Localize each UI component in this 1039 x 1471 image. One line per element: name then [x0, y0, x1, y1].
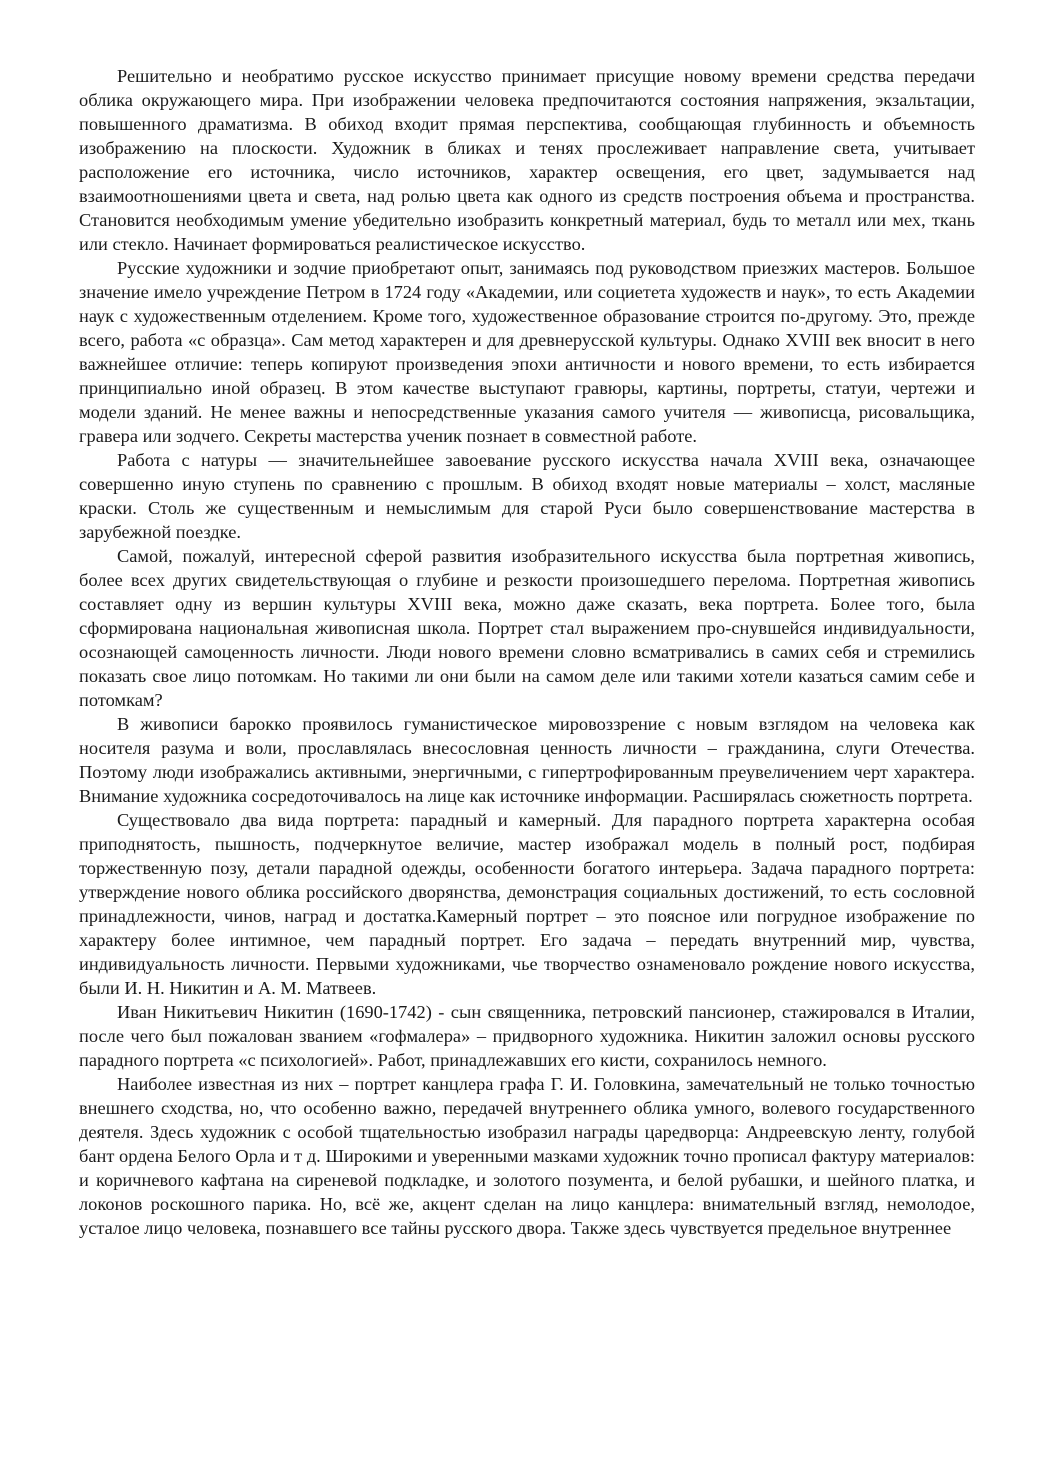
- paragraph-portrait-types: Существовало два вида портрета: парадный и камерный. Для парадного портрета характерна особая приподнятость, пышность, подчеркнутое величие, мастер изображал модель в полный рост, подбирая торжественную позу, детали парадной одежды, особенности богатого интерьера. Задача парадного портрета: утверждение нового облика российского дворянства, демонстрация социальных достижений, то есть сословной принадлежности, чинов, наград и достатка.Камерный портрет – это поясное или погрудное изображение по характеру более интимное, чем парадный портрет. Его задача – передать внутренний мир, чувства, индивидуальность личности. Первыми художниками, чье творчество ознаменовало рождение нового искусства, были И. Н. Никитин и А. М. Матвеев.: [79, 810, 975, 998]
- paragraph-from-nature: Работа с натуры — значительнейшее завоевание русского искусства начала XVIII века, означающее совершенно иную ступень по сравнению с прошлым. В обиход входят новые материалы – холст, масляные краски. Столь же существенным и немыслимым для старой Руси было совершенствование мастерства в зарубежной поездке.: [79, 450, 975, 542]
- paragraph-golovkin-portrait: Наиболее известная из них – портрет канцлера графа Г. И. Головкина, замечательный не только точностью внешнего сходства, но, что особенно важно, передачей внутреннего облика умного, волевого государственного деятеля. Здесь художник с особой тщательностью изобразил награды царедворца: Андреевскую ленту, голубой бант ордена Белого Орла и т д. Широкими и уверенными мазками художник точно прописал фактуру материалов: и коричневого кафтана на сиреневой подкладке, и золотого позумента, и белой рубашки, и шейного платка, и локонов роскошного парика. Но, всё же, акцент сделан на лицо канцлера: внимательный взгляд, немолодое, усталое лицо человека, познавшего все тайны русского двора. Также здесь чувствуется предельное внутреннее: [79, 1074, 975, 1238]
- paragraph-nikitin-bio: Иван Никитьевич Никитин (1690-1742) - сын священника, петровский пансионер, стажировался в Италии, после чего был пожалован званием «гофмалера» – придворного художника. Никитин заложил основы русского парадного портрета «с психологией». Работ, принадлежавших его кисти, сохранилось немного.: [79, 1002, 975, 1070]
- paragraph-portrait-painting: Самой, пожалуй, интересной сферой развития изобразительного искусства была портретная живопись, более всех других свидетельствующая о глубине и резкости произошедшего перелома. Портретная живопись составляет одну из вершин культуры XVIII века, можно даже сказать, века портрета. Более того, была сформирована национальная живописная школа. Портрет стал выражением про-снувшейся индивидуальности, осознающей самоценность личности. Люди нового времени словно всматривались в самих себя и стремились показать свое лицо потомкам. Но такими ли они были на самом деле или такими хотели казаться самим себе и потомкам?: [79, 546, 975, 710]
- document-page: [79, 64, 975, 1240]
- paragraph-baroque: В живописи барокко проявилось гуманистическое мировоззрение с новым взглядом на человека как носителя разума и воли, прославлялась внесословная ценность личности – гражданина, слуги Отечества. Поэтому люди изображались активными, энергичными, с гипертрофированным преувеличением черт характера. Внимание художника сосредоточивалось на лице как источнике информации. Расширялась сюжетность портрета.: [79, 714, 975, 806]
- paragraph-artists-education: Русские художники и зодчие приобретают опыт, занимаясь под руководством приезжих мастеров. Большое значение имело учреждение Петром в 1724 году «Академии, или социетета художеств и наук», то есть Академии наук с художественным отделением. Кроме того, художественное образование строится по-другому. Это, прежде всего, работа «с образца». Сам метод характерен и для древнерусской культуры. Однако XVIII век вносит в него важнейшее отличие: теперь копируют произведения эпохи античности и нового времени, то есть избирается принципиально иной образец. В этом качестве выступают гравюры, картины, портреты, статуи, чертежи и модели зданий. Не менее важны и непосредственные указания самого учителя — живописца, рисовальщика, гравера или зодчего. Секреты мастерства ученик познает в совместной работе.: [79, 258, 975, 446]
- paragraph-intro-art: Решительно и необратимо русское искусство принимает присущие новому времени средства передачи облика окружающего мира. При изображении человека предпочитаются состояния напряжения, экзальтации, повышенного драматизма. В обиход входит прямая перспектива, сообщающая глубинность и объемность изображению на плоскости. Художник в бликах и тенях прослеживает направление света, учитывает расположение его источника, число источников, характер освещения, его цвет, задумывается над взаимоотношениями цвета и света, над ролью цвета как одного из средств построения объема и пространства. Становится необходимым умение убедительно изобразить конкретный материал, будь то металл или мех, ткань или стекло. Начинает формироваться реалистическое искусство.: [79, 66, 975, 254]
